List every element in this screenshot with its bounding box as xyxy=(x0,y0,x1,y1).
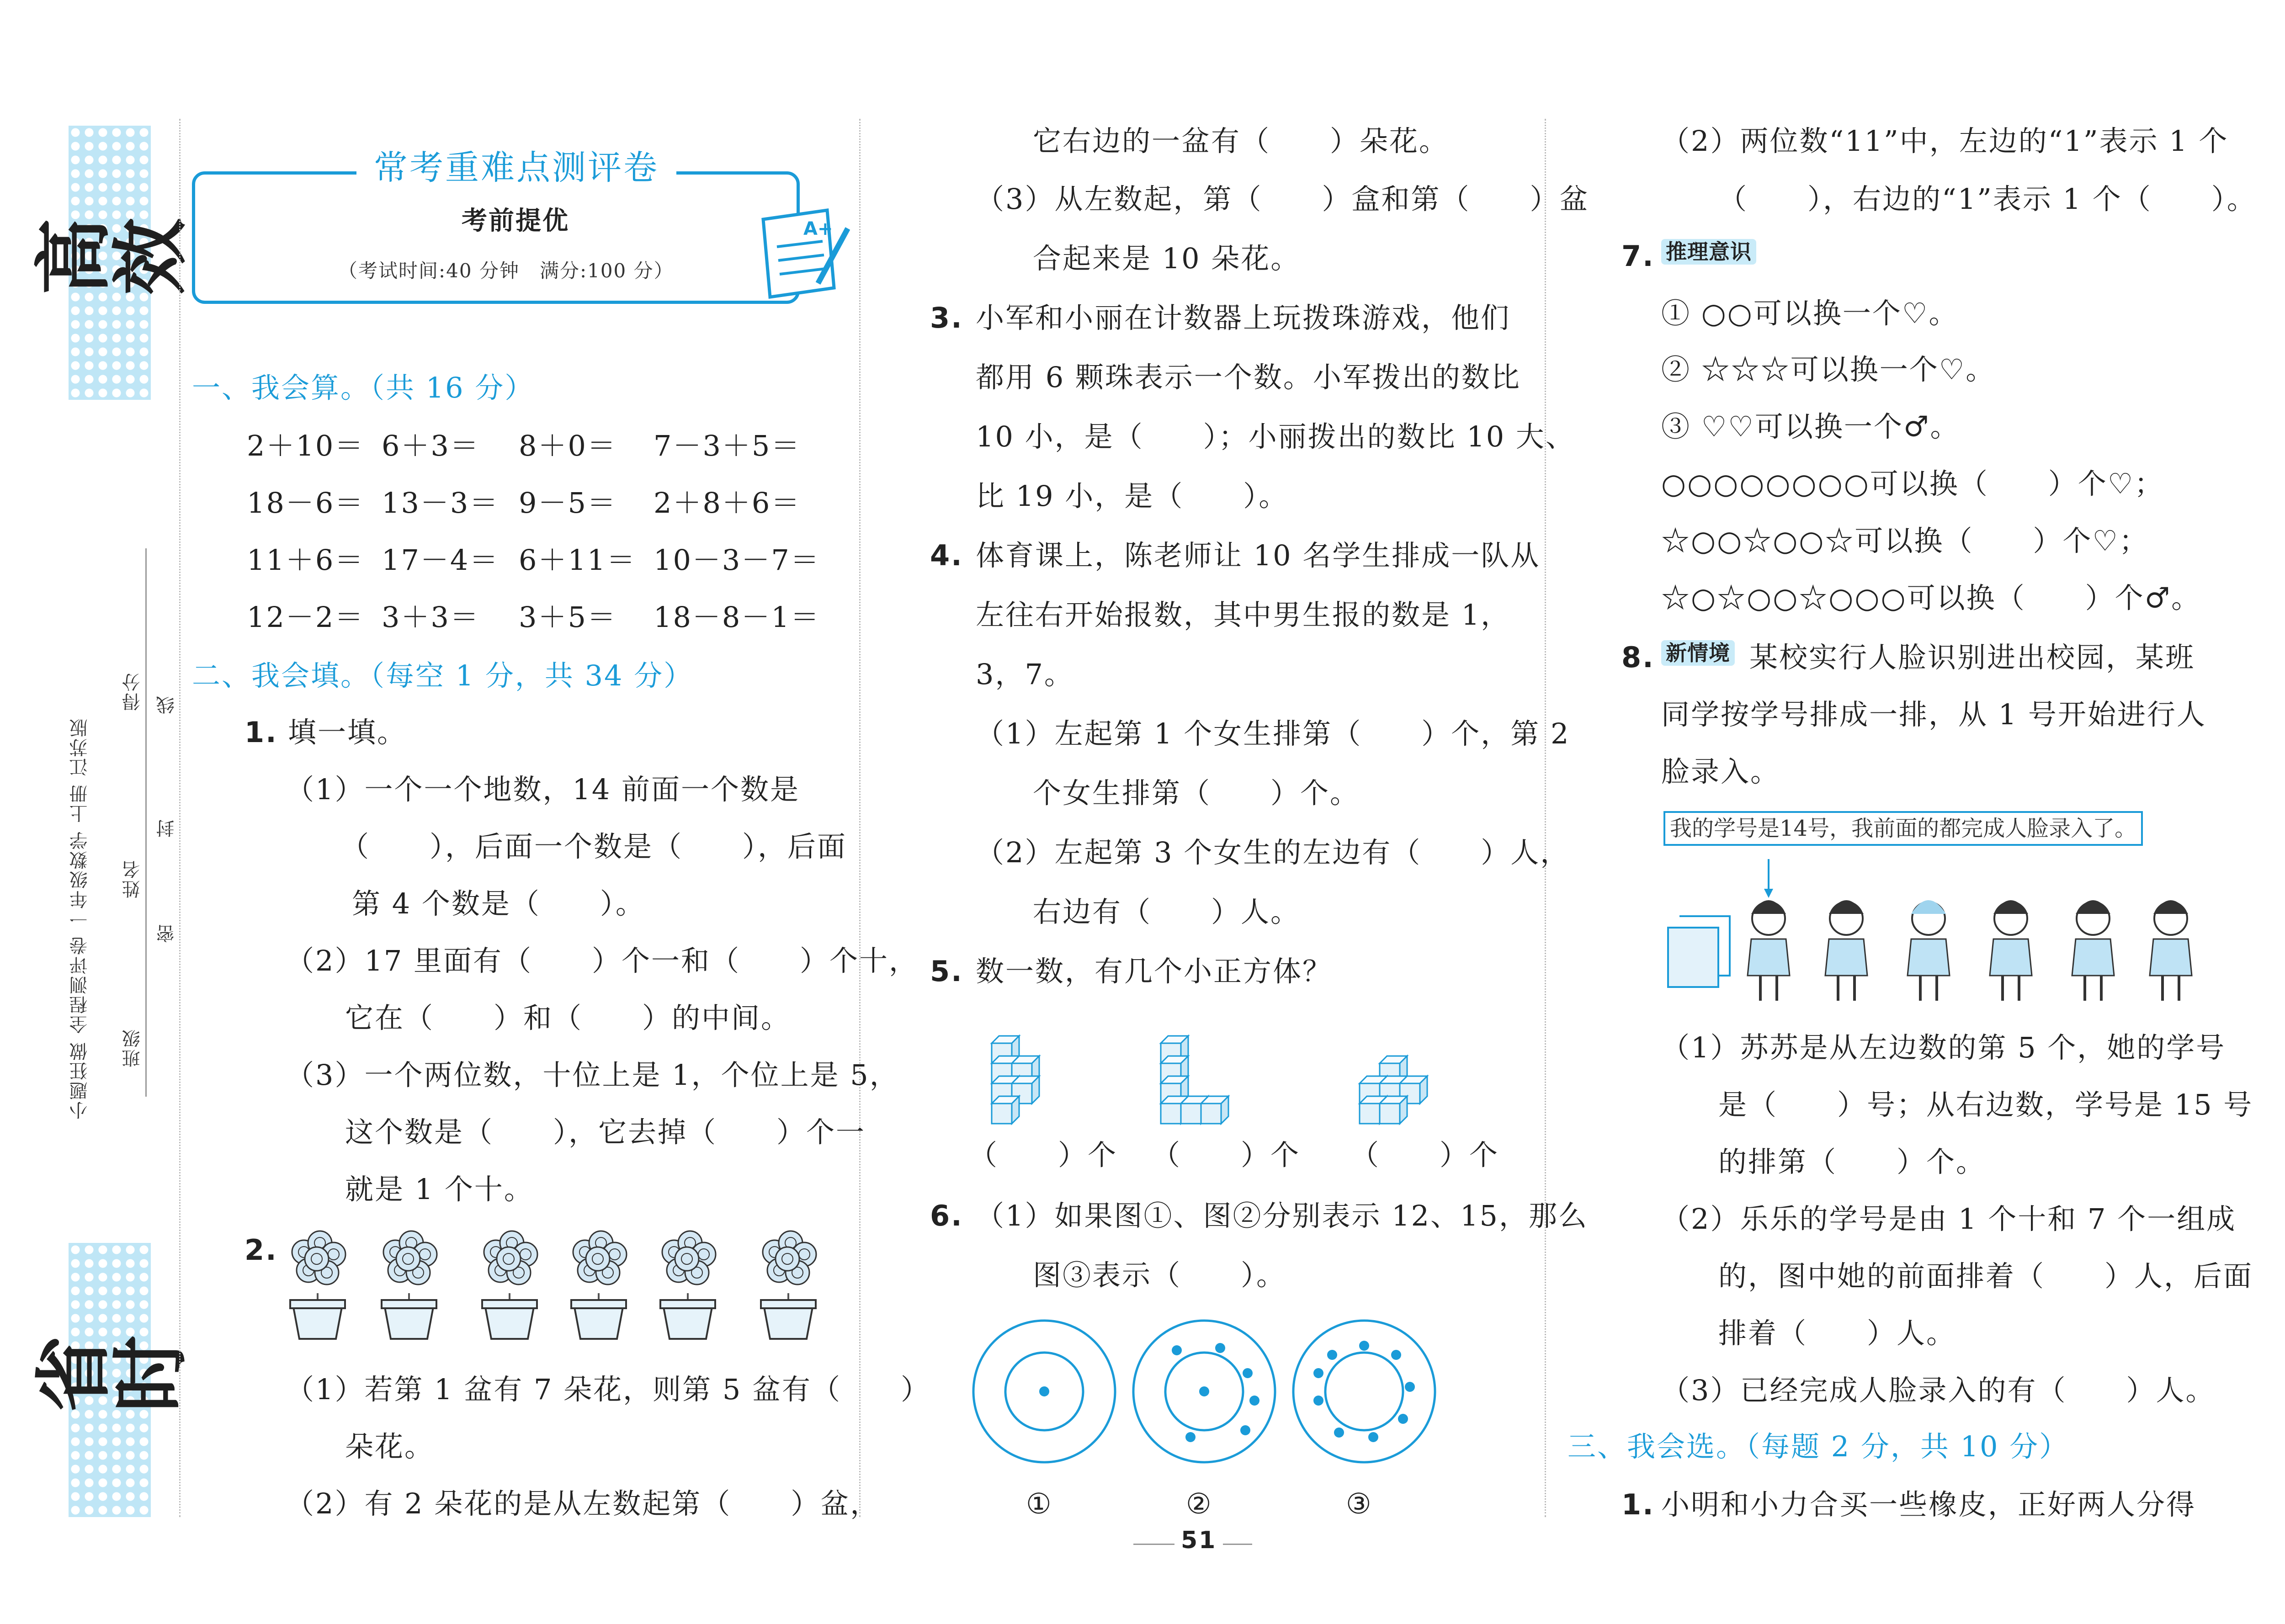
q8-2-line1: （2）乐乐的学号是由 1 个十和 7 个一组成 xyxy=(1661,1202,2237,1236)
q2-3-line1: （3）从左数起，第（ ）盒和第（ ）盆 xyxy=(976,182,1589,216)
calc-problem: 2＋10＝ xyxy=(247,429,365,462)
section-1-title: 一、我会算。（共 16 分） xyxy=(192,371,535,404)
q1-1-line1: （1）一个一个地数，14 前面一个数是 xyxy=(286,773,800,806)
q6-number: 6. xyxy=(930,1199,963,1232)
seal-mark-1: 线 xyxy=(156,695,177,714)
fig-label-1: ① xyxy=(1026,1487,1053,1520)
sidebar-slogan-bottom: 省时 xyxy=(33,1335,186,1425)
q4-2-line1: （2）左起第 3 个女生的左边有（ ）人， xyxy=(976,836,1570,869)
q7-ex-1: ○○○○○○○○可以换（ ）个♡； xyxy=(1661,467,2164,500)
q4-number: 4. xyxy=(930,539,963,572)
bead-figure xyxy=(1289,1316,1440,1467)
book-info: 小题狂做 全程测评卷 一年级数学 上册 江苏版 xyxy=(69,717,90,1120)
q1-1-line3: 第 4 个数是（ ）。 xyxy=(352,887,645,920)
q1-text: 填一填。 xyxy=(288,716,407,749)
flower-pot xyxy=(752,1225,825,1343)
q8-line1: 某校实行人脸识别进出校园，某班 xyxy=(1749,641,2195,674)
calc-problem: 7－3＋5＝ xyxy=(654,429,801,462)
q8-2-line2: 的，图中她的前面排着（ ）人，后面 xyxy=(1718,1259,2253,1293)
class-label: 班级 xyxy=(122,1028,143,1067)
q8-number: 8. xyxy=(1621,641,1655,674)
q1-3-line2: 这个数是（ ），它去掉（ ）个一 xyxy=(345,1115,866,1149)
calc-problem: 2＋8＋6＝ xyxy=(654,486,801,520)
q8-1-line3: 的排第（ ）个。 xyxy=(1718,1145,1986,1178)
q1-1-line2: （ ），后面一个数是（ ），后面 xyxy=(340,830,847,863)
q7-rule-3: ③ ♡♡可以换一个♂。 xyxy=(1661,410,1960,443)
calc-problem: 12－2＝ xyxy=(247,600,365,634)
q7-ex-2: ☆○○☆○○☆可以换（ ）个♡； xyxy=(1661,524,2149,557)
q6-line1: （1）如果图①、图②分别表示 12、15，那么 xyxy=(976,1199,1588,1232)
new-context-badge: 新情境 xyxy=(1661,640,1735,666)
q6-line2: 图③表示（ ）。 xyxy=(1033,1258,1286,1292)
s1-line1: 小明和小力合买一些橡皮，正好两人分得 xyxy=(1661,1488,2196,1521)
fig-label-2: ② xyxy=(1186,1487,1213,1520)
q2-1-line1: （1）若第 1 盆有 7 朵花，则第 5 盆有（ ） xyxy=(286,1373,931,1406)
fill-line xyxy=(145,548,147,1097)
cube-stack xyxy=(1152,1012,1261,1126)
q3-line3: 10 小，是（ ）；小丽拨出的数比 10 大、 xyxy=(976,420,1575,453)
q3-line4: 比 19 小，是（ ）。 xyxy=(976,479,1289,513)
column-divider xyxy=(859,119,861,1517)
q4-1-line1: （1）左起第 1 个女生排第（ ）个，第 2 xyxy=(976,717,1570,750)
s1-number: 1. xyxy=(1621,1488,1655,1521)
calc-problem: 6＋11＝ xyxy=(519,543,637,577)
bead-figure xyxy=(969,1316,1120,1467)
q7-rule-1: ① ○○可以换一个♡。 xyxy=(1661,297,1959,330)
q8-line2: 同学按学号排成一排，从 1 号开始进行人 xyxy=(1661,698,2206,731)
cut-line xyxy=(179,119,181,1517)
q7-number: 7. xyxy=(1621,239,1655,273)
score-label: 得分 xyxy=(122,672,143,711)
q8-3-line: （3）已经完成人脸录入的有（ ）人。 xyxy=(1661,1374,2216,1407)
fig-label-3: ③ xyxy=(1346,1487,1373,1520)
page-number: 51 xyxy=(1174,1528,1223,1552)
reasoning-badge: 推理意识 xyxy=(1661,239,1756,265)
q8-line3: 脸录入。 xyxy=(1661,755,1780,788)
calc-problem: 9－5＝ xyxy=(519,486,617,520)
q7-rule-2: ② ☆☆☆可以换一个♡。 xyxy=(1661,353,1996,386)
q3-number: 3. xyxy=(930,301,963,334)
q2-2-line2: 它右边的一盆有（ ）朵花。 xyxy=(1033,124,1449,158)
svg-text:A+: A+ xyxy=(803,218,833,239)
calc-problem: 3＋5＝ xyxy=(519,600,617,634)
seal-mark-2: 封 xyxy=(156,818,177,838)
students-scene xyxy=(1659,859,2221,1010)
calc-problem: 18－8－1＝ xyxy=(654,600,820,634)
column-divider xyxy=(1545,119,1546,1517)
q7-ex-3: ☆○☆○○☆○○○可以换（ ）个♂。 xyxy=(1661,581,2201,615)
q5-number: 5. xyxy=(930,955,963,988)
section-2-title: 二、我会填。（每空 1 分，共 34 分） xyxy=(192,659,694,692)
q4-line2: 左往右开始报数，其中男生报的数是 1， xyxy=(976,598,1511,632)
q8-1-line2: 是（ ）号；从右边数，学号是 15 号 xyxy=(1718,1088,2253,1121)
calc-problem: 10－3－7＝ xyxy=(654,543,820,577)
q4-2-line2: 右边有（ ）人。 xyxy=(1033,895,1301,929)
q2-number: 2. xyxy=(244,1233,278,1267)
seal-mark-3: 密 xyxy=(156,923,177,943)
flower-pot xyxy=(562,1225,635,1343)
bead-figure xyxy=(1129,1316,1280,1467)
q1-3-line3: 就是 1 个十。 xyxy=(345,1173,534,1206)
calc-problem: 3＋3＝ xyxy=(382,600,480,634)
q1-3-line1: （3）一个两位数，十位上是 1，个位上是 5， xyxy=(286,1058,899,1092)
q5-blank-2: （ ）个 xyxy=(1152,1138,1301,1172)
paper-title: 常考重难点测评卷 xyxy=(356,151,676,185)
q4-1-line2: 个女生排第（ ）个。 xyxy=(1033,776,1360,810)
q4-line1: 体育课上，陈老师让 10 名学生排成一队从 xyxy=(976,539,1541,572)
q8-2-line3: 排着（ ）人。 xyxy=(1718,1316,1956,1350)
calc-problem: 6＋3＝ xyxy=(382,429,480,462)
q2-1-line2: 朵花。 xyxy=(345,1430,435,1463)
q1-2-line1: （2）17 里面有（ ）个一和（ ）个十， xyxy=(286,944,919,977)
flower-pot xyxy=(281,1225,354,1343)
calc-problem: 8＋0＝ xyxy=(519,429,617,462)
name-label: 姓名 xyxy=(122,859,143,898)
q5-text: 数一数，有几个小正方体？ xyxy=(976,955,1333,988)
q3-line2: 都用 6 颗珠表示一个数。小军拨出的数比 xyxy=(976,361,1521,394)
q4-line3: 3，7。 xyxy=(976,658,1074,691)
cube-stack xyxy=(983,1012,1092,1126)
q6-2-line1: （2）两位数“11”中，左边的“1”表示 1 个 xyxy=(1661,124,2229,158)
calc-problem: 17－4＝ xyxy=(382,543,500,577)
graded-paper-icon xyxy=(749,201,855,306)
q1-number: 1. xyxy=(244,716,278,749)
q3-line1: 小军和小丽在计数器上玩拨珠游戏，他们 xyxy=(976,301,1511,334)
sidebar-slogan-top: 高效 xyxy=(33,218,186,308)
cube-stack xyxy=(1350,1012,1460,1126)
q5-blank-3: （ ）个 xyxy=(1350,1138,1499,1172)
exam-info: （考试时间:40 分钟 满分:100 分） xyxy=(338,260,674,282)
q2-3-line2: 合起来是 10 朵花。 xyxy=(1033,242,1301,275)
flower-pot xyxy=(372,1225,446,1343)
header-frame xyxy=(192,171,800,304)
q2-2-line1: （2）有 2 朵花的是从左数起第（ ）盆， xyxy=(286,1487,880,1520)
calc-problem: 18－6＝ xyxy=(247,486,365,520)
q1-2-line2: 它在（ ）和（ ）的中间。 xyxy=(345,1001,791,1035)
calc-problem: 11＋6＝ xyxy=(247,543,365,577)
q8-1-line1: （1）苏苏是从左边数的第 5 个，她的学号 xyxy=(1661,1031,2226,1064)
flower-pot xyxy=(651,1225,724,1343)
q6-2-line2: （ ），右边的“1”表示 1 个（ ）。 xyxy=(1718,182,2257,216)
speech-box: 我的学号是14号，我前面的都完成人脸录入了。 xyxy=(1663,811,2143,846)
calc-problem: 13－3＝ xyxy=(382,486,500,520)
q5-blank-1: （ ）个 xyxy=(969,1138,1118,1172)
paper-subtitle: 考前提优 xyxy=(462,206,569,236)
section-3-title: 三、我会选。（每题 2 分，共 10 分） xyxy=(1568,1430,2069,1463)
flower-pot xyxy=(473,1225,546,1343)
